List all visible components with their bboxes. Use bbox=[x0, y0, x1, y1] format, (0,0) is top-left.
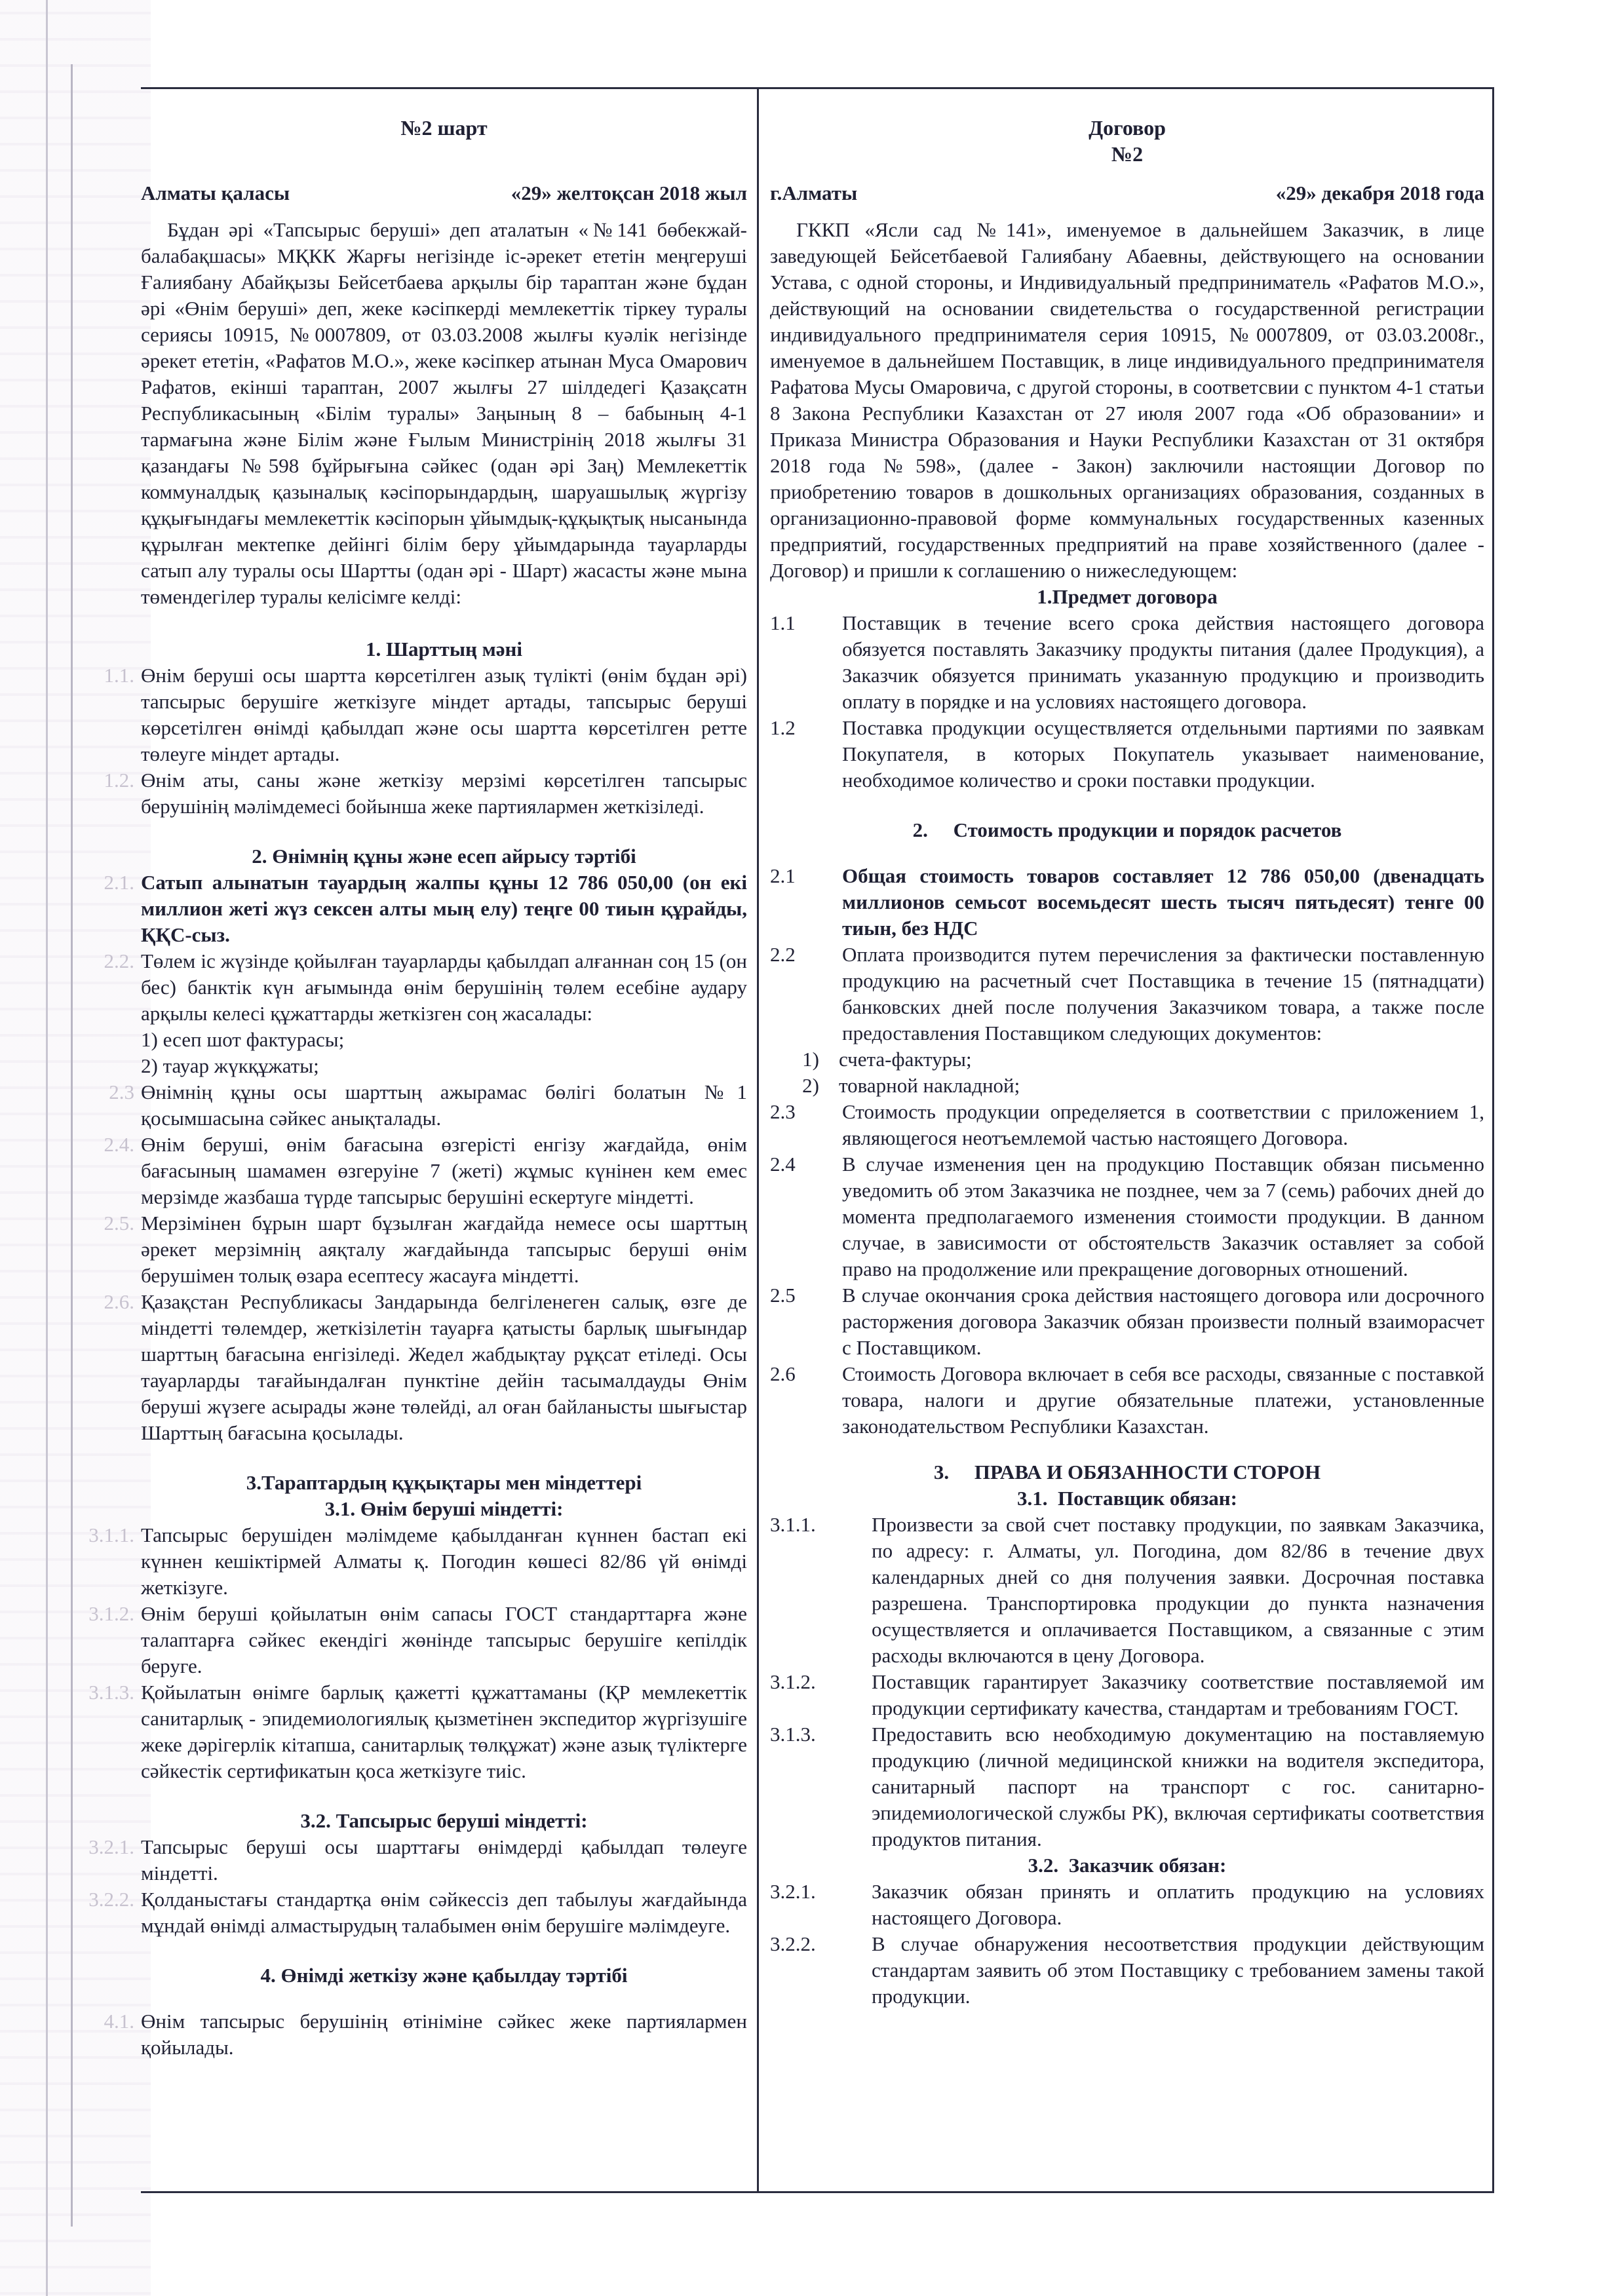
clause-number: 3.1.2. bbox=[770, 1670, 816, 1693]
clause-item bbox=[770, 1151, 1484, 1282]
kz-section-1-title: 1. Шарттың мәні bbox=[366, 638, 522, 660]
kz-section-2-title: 2. Өнімнің құны және есеп айрысу тәртібі bbox=[252, 845, 636, 868]
ru-section-3-2-title: 3.2. Заказчик обязан: bbox=[1028, 1854, 1227, 1877]
ru-contract-title: Договор bbox=[1089, 116, 1166, 140]
clause-number: 2.5. bbox=[104, 1212, 134, 1234]
ru-section-2-title: 2. Стоимость продукции и порядок расчетов bbox=[912, 818, 1342, 841]
clause-item bbox=[88, 1834, 747, 1886]
kazakh-column bbox=[88, 87, 747, 2061]
clause-number: 2.1. bbox=[104, 871, 134, 894]
clause-text: В случае обнаружения несоответствия продукции действующим стандартам заявить об этом Поставщику с требованием замены такой продукции. bbox=[872, 1932, 1484, 2008]
clause-number: 2.5 bbox=[770, 1284, 796, 1307]
ru-city: г.Алматы bbox=[770, 182, 858, 204]
clause-item bbox=[104, 1210, 747, 1289]
clause-item bbox=[104, 1289, 747, 1446]
kz-section-3-1-list bbox=[88, 1522, 747, 1784]
clause-text: Тапсырыс берушіден мәлімдеме қабылданған күннен бастап екі күннен кешіктірмей Алматы қ. Погодин көшесі 82/86 үй өнімді жеткізуге. bbox=[141, 1523, 747, 1599]
clause-text: Қойылатын өнімге барлық қажетті құжаттаманы (ҚР мемлекеттік санитарлық - эпидемиологиялық қызметінен экспедитор жүргізушіге жеке дәрігерлік кітапша, санитарлық төлқұжат) және азық түліктерге сәйкестік сертификатын қоса жеткізуге тиіс. bbox=[141, 1681, 747, 1782]
clause-text: Стоимость Договора включает в себя все расходы, связанные с поставкой товара, налоги и другие обязательные платежи, установленные законодательством Республики Казахстан. bbox=[842, 1362, 1484, 1438]
clause-item bbox=[770, 1669, 1484, 1721]
scan-artifact-line bbox=[46, 0, 48, 2296]
clause-text: счета-фактуры; bbox=[839, 1048, 972, 1071]
clause-item bbox=[770, 863, 1484, 942]
clause-number: 3.2.2. bbox=[88, 1888, 134, 1911]
clause-number: 2.4. bbox=[104, 1133, 134, 1156]
clause-item bbox=[104, 662, 747, 767]
clause-text: В случае окончания срока действия настоящего договора или досрочного расторжения договора Заказчик обязан произвести полный взаиморасчет с Поставщиком. bbox=[842, 1284, 1484, 1359]
clause-item bbox=[141, 1027, 747, 1053]
clause-text: Өнімнің құны осы шарттың ажырамас бөлігі болатын №1 қосымшасына сәйкес анықталады. bbox=[141, 1081, 747, 1130]
clause-text: Поставка продукции осуществляется отдельными партиями по заявкам Покупателя, в которых Покупатель указывает наименование, необходимое количество и сроки поставки продукции. bbox=[842, 716, 1484, 792]
kz-place-date bbox=[141, 180, 747, 206]
clause-text: Поставщик в течение всего срока действия настоящего договора обязуется поставлять Заказчику продукты питания (далее Продукция), а Заказчик обязуется принимать указанную продукцию и производить оплату в порядке и на условиях настоящего договора. bbox=[842, 611, 1484, 713]
clause-text: Төлем іс жүзінде қойылған тауарларды қабылдап алғаннан соң 15 (он бес) банктік күн ағымында өнім берушінің төлем есебіне аудару арқылы келесі құжаттарды жеткізген соң жасалады: bbox=[141, 949, 747, 1025]
kz-section-4-title: 4. Өнімді жеткізу және қабылдау тәртібі bbox=[260, 1964, 628, 1987]
clause-text: Мерзімінен бұрын шарт бұзылған жағдайда немесе осы шарттың әрекет мерзімнің аяқталу жағдайында тапсырыс беруші өнім берушімен толық өзара есептесу жасауға міндетті. bbox=[141, 1212, 747, 1287]
ru-date: «29» декабря 2018 года bbox=[1275, 182, 1484, 204]
clause-text: Заказчик обязан принять и оплатить продукцию на условиях настоящего Договора. bbox=[872, 1880, 1484, 1929]
column-divider bbox=[757, 87, 759, 2191]
kz-preamble: Бұдан әрі «Тапсырыс беруші» деп аталатын «№141 бөбекжай-балабақшасы» МҚКК Жарғы негізінде іс-әрекет ететін меңгеруші Ғалиябану Абайқызы Бейсетбаева арқылы бір тараптан және бұдан әрі «Өнім беруші» деп, жеке кәсіпкерді мемлекеттік тіркеу туралы сериясы 10915, №0007809, от 03.03.2008 жылғы куәлік негізінде әрекет ететін, «Рафатов М.О.», жеке кәсіпкер атынан Муса Омарович Рафатов, екінші тараптан, 2007 жылғы 27 шілдедегі Қазақсатн Республикасының «Білім туралы» Заңының 8 – бабының 4-1 тармағына және Білім және Ғылым Министрінің 2018 жылғы 31 қазандағы №598 бұйрығына сәйкес (одан әрі Заң) Мемлекеттік коммуналдық қазыналық кәсіпорындардың, шаруашылық жүргізу құқығындағы мемлекеттік кәсіпорын ұйымдық-құқықтық нысанында құрылған мектепке дейінгі білім беру ұйымдарында тауарларды сатып алу туралы осы Шартты (одан әрі - Шарт) жасасты және мына төмендегілер туралы келісімге келді: bbox=[141, 218, 747, 608]
clause-number: 2.2. bbox=[104, 949, 134, 972]
clause-number: 3.2.2. bbox=[770, 1932, 816, 1955]
clause-number: 3.1.1. bbox=[770, 1513, 816, 1536]
clause-text: Тапсырыс беруші осы шарттағы өнімдерді қабылдап төлеуге міндетті. bbox=[141, 1835, 747, 1885]
clause-item bbox=[88, 1679, 747, 1784]
clause-text: товарной накладной; bbox=[839, 1074, 1020, 1097]
kz-contract-title: №2 шарт bbox=[400, 116, 488, 140]
ru-section-3-title: 3. ПРАВА И ОБЯЗАННОСТИ СТОРОН bbox=[933, 1461, 1321, 1483]
clause-number: 1.2. bbox=[104, 769, 134, 792]
scan-artifact-line bbox=[71, 64, 73, 2227]
clause-number: 2) bbox=[802, 1074, 819, 1097]
clause-number: 1.2 bbox=[770, 716, 796, 739]
kz-city: Алматы қаласы bbox=[141, 182, 290, 204]
clause-item bbox=[770, 1046, 1484, 1073]
ru-section-1-title: 1.Предмет договора bbox=[1037, 585, 1218, 608]
clause-text: Қолданыстағы стандартқа өнім сәйкессіз деп табылуы жағдайында мұндай өнімді алмастырудың талабымен өнім берушіге мәлімдеуге. bbox=[141, 1888, 747, 1937]
ru-section-3-2-list bbox=[770, 1879, 1484, 2010]
clause-number: 1.1 bbox=[770, 611, 796, 634]
clause-number: 3.1.1. bbox=[88, 1523, 134, 1546]
kz-date: «29» желтоқсан 2018 жыл bbox=[511, 182, 747, 204]
kz-section-3-1-title: 3.1. Өнім беруші міндетті: bbox=[324, 1497, 564, 1520]
clause-item bbox=[88, 1522, 747, 1601]
clause-number: 1.1. bbox=[104, 664, 134, 687]
clause-item bbox=[104, 2008, 747, 2061]
clause-number: 3.1.2. bbox=[88, 1602, 134, 1625]
clause-item bbox=[770, 1099, 1484, 1151]
kz-section-3-2-title: 3.2. Тапсырыс беруші міндетті: bbox=[300, 1809, 588, 1832]
clause-item bbox=[770, 1282, 1484, 1361]
clause-text: Предоставить всю необходимую документацию на поставляемую продукцию (личной медицинской книжки на водителя экспедитора, санитарный паспорт на транспорт с гос. санитарно-эпидемиологической службы РК), включая сертификаты соответствия продуктов питания. bbox=[872, 1723, 1484, 1850]
kz-section-3-2-list bbox=[88, 1834, 747, 1939]
kz-section-2-list bbox=[104, 870, 747, 1446]
clause-number: 2.6. bbox=[104, 1290, 134, 1313]
clause-item bbox=[104, 767, 747, 820]
clause-text: 1) есеп шот фактурасы; bbox=[141, 1028, 345, 1051]
clause-item bbox=[88, 1601, 747, 1679]
clause-item bbox=[770, 610, 1484, 715]
ru-section-1-list bbox=[770, 610, 1484, 794]
clause-item bbox=[770, 715, 1484, 794]
clause-text: Сатып алынатын тауардың жалпы құны 12 786 050,00 (он екі миллион жеті жүз сексен алты мың елу) теңге 00 тиын құрайды, ҚҚС-сыз. bbox=[141, 871, 747, 946]
ru-preamble: ГККП «Ясли сад №141», именуемое в дальнейшем Заказчик, в лице заведующей Бейсетбаевой Галиябану Абаевны, действующего на основании Устава, с одной стороны, и Индивидуальный предприниматель «Рафатов М.О.», действующий на основании свидетельства о государственной регистрации индивидуального предпринимателя серия 10915, №0007809, от 03.03.2008г., именуемое в дальнейшем Поставщик, в лице индивидуального предпринимателя Рафатова Мусы Омаровича, с другой стороны, в соответсвии с пунктом 4-1 статьи 8 Закона Республики Казахстан от 27 июля 2007 года «Об образовании» и Приказа Министра Образования и Науки Республики Казахстан от 31 октября 2018 года №598», (далее - Закон) заключили настоящии Договор по приобретению товаров в дошкольных организациях образования, созданных в организационно-правовой форме коммунальных государственных казенных предприятий, государственных предприятий на праве хозяйственного (далее - Договор) и пришли к соглашению о нижеследующем: bbox=[770, 218, 1484, 582]
clause-text: Өнім аты, саны және жеткізу мерзімі көрсетілген тапсырыс берушінің мәлімдемесі бойынша жеке партиялармен жеткізіледі. bbox=[141, 769, 747, 818]
clause-number: 2.3 bbox=[770, 1100, 796, 1123]
clause-number: 1) bbox=[802, 1048, 819, 1071]
clause-item bbox=[104, 948, 747, 1027]
clause-number: 2.1 bbox=[770, 864, 796, 887]
ru-place-date bbox=[770, 180, 1484, 206]
clause-number: 2.2 bbox=[770, 943, 796, 966]
clause-text: Стоимость продукции определяется в соответствии с приложением 1, являющегося неотъемлемой частью настоящего Договора. bbox=[842, 1100, 1484, 1149]
clause-number: 2.4 bbox=[770, 1153, 796, 1176]
kz-section-3-title: 3.Тараптардың құқықтары мен міндеттері bbox=[246, 1471, 642, 1494]
ru-contract-number: №2 bbox=[1111, 142, 1144, 166]
clause-text: Оплата производится путем перечисления за фактически поставленную продукцию на расчетный счет Поставщика в течение 15 (пятнадцати) банковских дней после получения Заказчиком товара, а также после предоставления Поставщиком следующих документов: bbox=[842, 943, 1484, 1044]
clause-number: 3.2.1. bbox=[88, 1835, 134, 1858]
clause-item bbox=[770, 1931, 1484, 2010]
ru-section-2-list bbox=[770, 863, 1484, 1440]
kz-section-4-list bbox=[104, 2008, 747, 2061]
clause-item bbox=[770, 1512, 1484, 1669]
clause-number: 3.2.1. bbox=[770, 1880, 816, 1903]
clause-item bbox=[770, 1361, 1484, 1440]
clause-item bbox=[104, 870, 747, 948]
clause-text: Қазақстан Республикасы Зандарында белгіленеген салық, өзге де міндетті төлемдер, жеткізілетін тауарға қатысты барлық шығындар шарттың бағасына енгізіледі. Жедел жабдықтау рұқсат етіледі. Осы тауарларды тағайындалған пунктіне дейін тасымалдауды Өнім беруші жүзеге асырады және төлейді, ал оған байланысты шығыстар Шарттың бағасына қосылады. bbox=[141, 1290, 747, 1444]
clause-item bbox=[141, 1053, 747, 1079]
clause-text: Общая стоимость товаров составляет 12 786 050,00 (двенадцать миллионов семьсот восемьдесят шесть тысяч пятьдесят) тенге 00 тиын, без НДС bbox=[842, 864, 1484, 940]
clause-number: 4.1. bbox=[104, 2010, 134, 2033]
clause-number: 3.1.3. bbox=[88, 1681, 134, 1704]
clause-text: 2) тауар жүкқұжаты; bbox=[141, 1054, 319, 1077]
clause-text: Произвести за свой счет поставку продукции, по заявкам Заказчика, по адресу: г. Алматы, ул. Погодина, дом 82/86 в течение двух календарных дней со дня получения заявки. Досрочная поставка разрешена. Транспортировка продукции до пункта назначения осуществляется и оплачивается Поставщиком, а связанные с этим расходы включаются в цену Договора. bbox=[872, 1513, 1484, 1667]
clause-text: Өнім беруші осы шартта көрсетілген азық түлікті (өнім бұдан әрі) тапсырыс берушіге жеткізуге міндет артады, тапсырыс беруші көрсетілген өнімді қабылдап және осы шартта көрсетілген ретте төлеуге міндет артады. bbox=[141, 664, 747, 765]
clause-text: Өнім тапсырыс берушінің өтініміне сәйкес жеке партиялармен қойылады. bbox=[141, 2010, 747, 2059]
clause-number: 3.1.3. bbox=[770, 1723, 816, 1746]
clause-item bbox=[88, 1886, 747, 1939]
clause-number: 2.6 bbox=[770, 1362, 796, 1385]
clause-text: Поставщик гарантирует Заказчику соответствие поставляемой им продукции сертификату качества, стандартам и требованиям ГОСТ. bbox=[872, 1670, 1484, 1719]
ru-section-3-1-title: 3.1. Поставщик обязан: bbox=[1016, 1487, 1237, 1510]
clause-item bbox=[770, 1073, 1484, 1099]
clause-text: Өнім беруші, өнім бағасына өзгерісті енгізу жағдайда, өнім бағасының шамамен өзгеруіне 7 (жеті) жұмыс күнінен кем емес мерзімде жазбаша түрде тапсырыс берушіні ескертуге міндетті. bbox=[141, 1133, 747, 1208]
clause-item bbox=[770, 1721, 1484, 1852]
ru-section-3-1-list bbox=[770, 1512, 1484, 1852]
kz-section-1-list bbox=[104, 662, 747, 820]
clause-text: Өнім беруші қойылатын өнім сапасы ГОСТ стандарттарға және талаптарға сәйкес екендігі жөнінде тапсырыс берушіге кепілдік беруге. bbox=[141, 1602, 747, 1677]
clause-item bbox=[770, 1879, 1484, 1931]
clause-item bbox=[770, 942, 1484, 1046]
clause-number: 2.3 bbox=[109, 1081, 134, 1103]
clause-item bbox=[109, 1079, 747, 1132]
russian-column bbox=[770, 87, 1484, 2010]
clause-item bbox=[104, 1132, 747, 1210]
clause-text: В случае изменения цен на продукцию Поставщик обязан письменно уведомить об этом Заказчика не позднее, чем за 7 (семь) рабочих дней до момента предполагаемого изменения стоимости продукции. В данном случае, в зависимости от обстоятельств Заказчик оставляет за собой право на продолжение или прекращение договорных отношений. bbox=[842, 1153, 1484, 1280]
